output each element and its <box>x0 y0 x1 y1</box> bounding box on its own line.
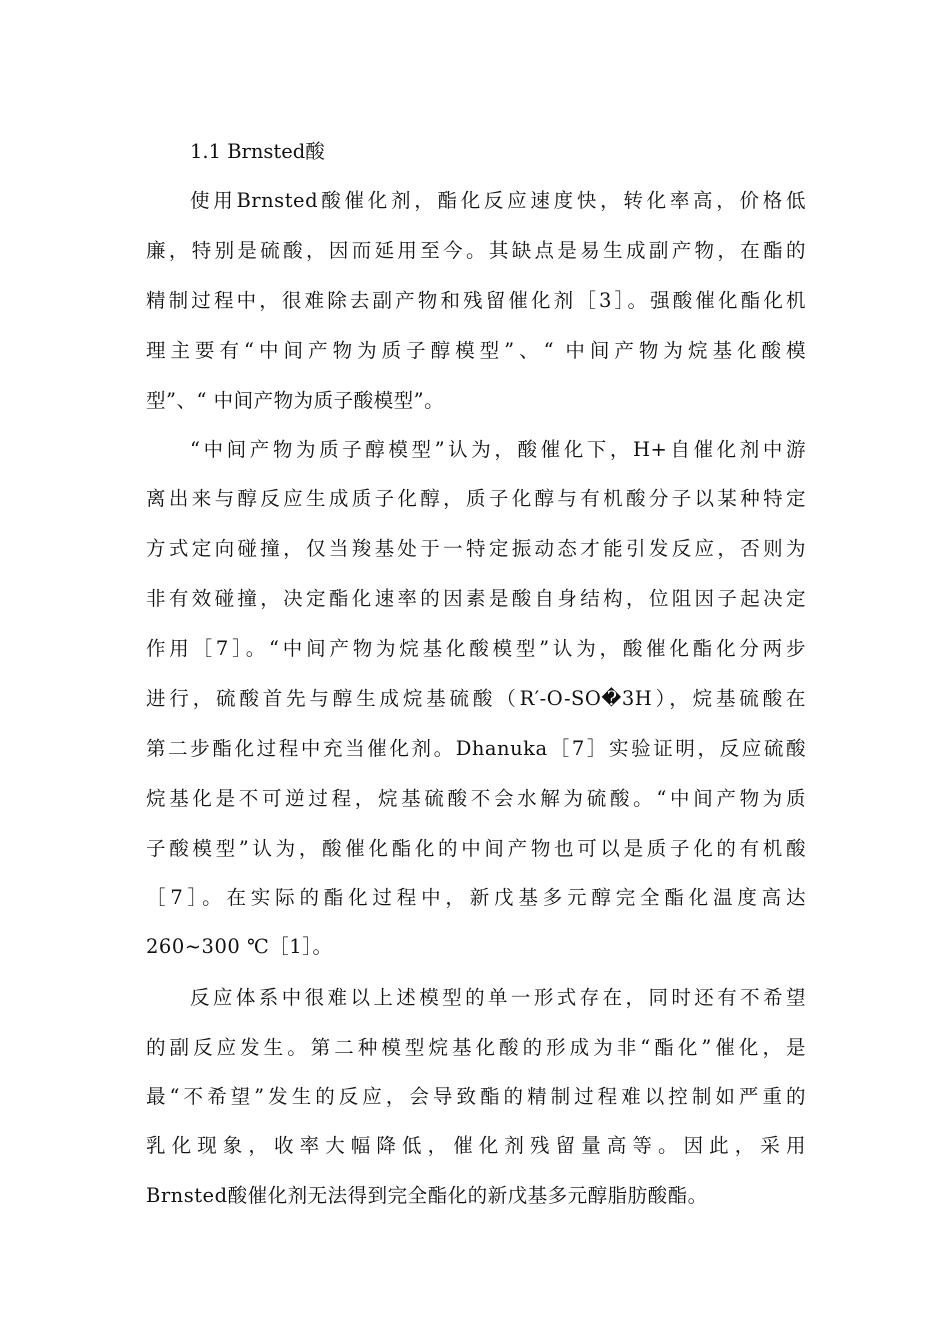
paragraph-3-line: 反应体系中很难以上述模型的单一形式存在，同时还有不希望 <box>190 986 806 1009</box>
paragraph-3-line: Brnsted酸催化剂无法得到完全酯化的新戊基多元醇脂肪酸酯。 <box>146 1184 708 1207</box>
paragraph-1-line: 理主要有“中间产物为质子醇模型”、“ 中间产物为烷基化酸模 <box>146 339 806 362</box>
paragraph-1-line: 型”、“ 中间产物为质子酸模型”。 <box>146 389 445 412</box>
paragraph-2-line: “中间产物为质子醇模型”认为，酸催化下，H+自催化剂中游 <box>190 438 806 461</box>
paragraph-2-line: 非有效碰撞，决定酯化速率的因素是酸自身结构，位阻因子起决定 <box>146 587 806 610</box>
paragraph-3-line: 乳化现象，收率大幅降低，催化剂残留量高等。因此，采用 <box>146 1134 806 1157</box>
paragraph-2-line: 离出来与醇反应生成质子化醇，质子化醇与有机酸分子以某种特定 <box>146 487 806 510</box>
paragraph-2-line: 方式定向碰撞，仅当羧基处于一特定振动态才能引发反应，否则为 <box>146 537 806 560</box>
paragraph-3-line: 的副反应发生。第二种模型烷基化酸的形成为非“酯化”催化，是 <box>146 1036 806 1059</box>
paragraph-3-line: 最“不希望”发生的反应，会导致酯的精制过程难以控制如严重的 <box>146 1085 806 1108</box>
paragraph-1-line: 精制过程中，很难除去副产物和残留催化剂［3］。强酸催化酯化机 <box>146 289 806 312</box>
paragraph-2-line: 260~300 ℃［1］。 <box>146 935 333 958</box>
paragraph-2-line: 进行，硫酸首先与醇生成烷基硫酸（R′-O-SO�3H），烷基硫酸在 <box>146 687 806 710</box>
paragraph-2-line: 作用［7］。“中间产物为烷基化酸模型”认为，酸催化酯化分两步 <box>146 637 806 660</box>
paragraph-2-line: ［7］。在实际的酯化过程中，新戊基多元醇完全酯化温度高达 <box>146 886 806 909</box>
paragraph-2-line: 子酸模型”认为，酸催化酯化的中间产物也可以是质子化的有机酸 <box>146 837 806 860</box>
section-heading: 1.1 Brnsted酸 <box>190 140 325 163</box>
paragraph-2-line: 第二步酯化过程中充当催化剂。Dhanuka［7］实验证明，反应硫酸 <box>146 737 806 760</box>
paragraph-1-line: 使用Brnsted酸催化剂，酯化反应速度快，转化率高，价格低 <box>190 189 806 212</box>
paragraph-1-line: 廉，特别是硫酸，因而延用至今。其缺点是易生成副产物，在酯的 <box>146 239 806 262</box>
paragraph-2-line: 烷基化是不可逆过程，烷基硫酸不会水解为硫酸。“中间产物为质 <box>146 787 806 810</box>
